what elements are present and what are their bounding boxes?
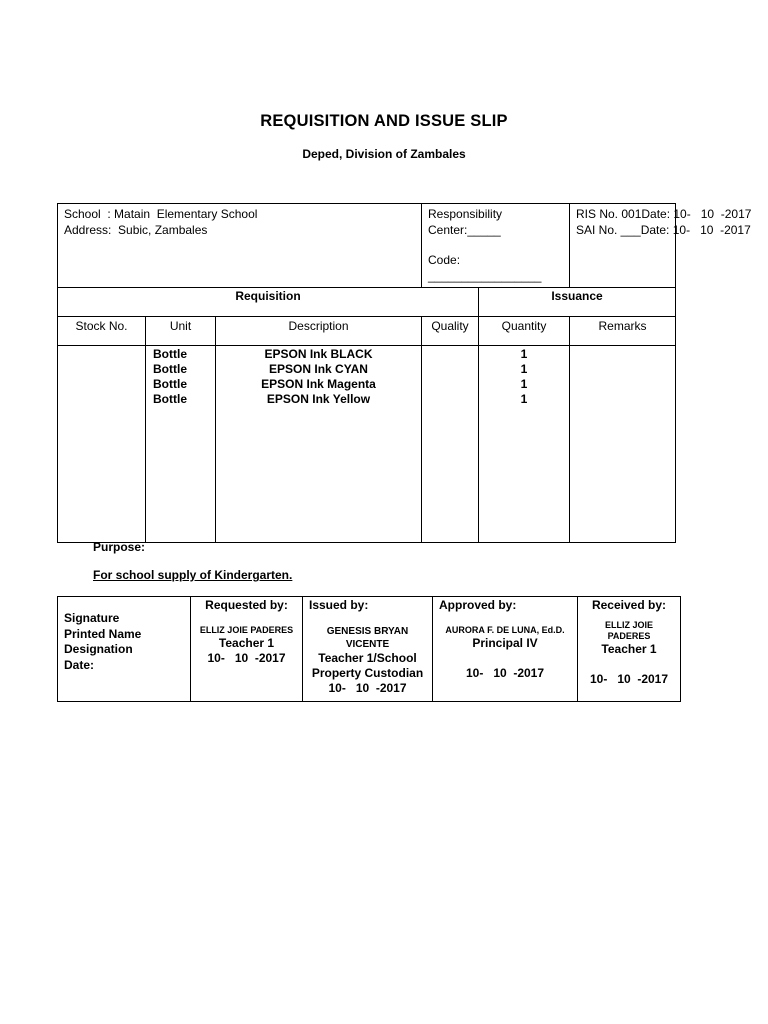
document-subtitle: Deped, Division of Zambales: [302, 147, 466, 161]
received-by-cell: [578, 597, 681, 702]
signature-table: [57, 596, 681, 702]
item-unit: Bottle: [153, 362, 187, 376]
signature-labels-cell: [58, 597, 191, 702]
label-date: Date:: [64, 657, 95, 672]
received-by-name-line2: PADERES: [607, 631, 651, 641]
section-row: [58, 288, 676, 317]
document-title: REQUISITION AND ISSUE SLIP: [260, 112, 508, 130]
ris-sai-cell: [570, 204, 752, 288]
received-by-date: 10- 10 -2017: [589, 672, 669, 686]
issued-by-name-line2: VICENTE: [345, 639, 390, 650]
issued-by-name-line1: GENESIS BRYAN: [326, 626, 409, 637]
description-column: [216, 346, 422, 543]
label-designation: Designation: [64, 642, 133, 656]
remarks-column: [570, 346, 676, 543]
requested-by-heading: Requested by:: [205, 598, 288, 612]
item-description: EPSON Ink BLACK: [264, 347, 373, 361]
col-quality: Quality: [422, 317, 479, 346]
school-line: School : Matain Elementary School: [64, 207, 258, 221]
purpose-label: Purpose:: [93, 540, 146, 554]
item-description: EPSON Ink CYAN: [269, 362, 368, 376]
approved-by-name: AURORA F. DE LUNA, Ed.D.: [445, 625, 565, 635]
received-by-designation: Teacher 1: [601, 642, 657, 656]
ris-line: RIS No. 001Date: 10- 10 -2017: [576, 207, 752, 221]
items-body-row: [58, 346, 676, 543]
label-signature: Signature: [64, 611, 120, 625]
issued-by-cell: [303, 597, 433, 702]
col-quantity: Quantity: [479, 317, 570, 346]
sai-line: SAI No. ___Date: 10- 10 -2017: [576, 222, 751, 237]
item-quantity: 1: [520, 392, 528, 406]
col-description: Description: [216, 317, 422, 346]
item-quantity: 1: [520, 377, 528, 391]
item-quantity: 1: [520, 347, 528, 361]
received-by-name-line1: ELLIZ JOIE: [604, 620, 653, 630]
item-description: EPSON Ink Yellow: [266, 392, 371, 406]
requested-by-date: 10- 10 -2017: [207, 651, 286, 665]
issued-by-heading: Issued by:: [309, 598, 369, 612]
section-issuance: Issuance: [479, 288, 676, 317]
col-unit: Unit: [146, 317, 216, 346]
approved-by-designation: Principal IV: [472, 636, 538, 650]
header-row: [58, 204, 676, 288]
stock-no-column: [58, 346, 146, 543]
responsibility-center: Responsibility Center:_____: [428, 207, 503, 237]
item-quantity: 1: [520, 362, 528, 376]
approved-by-cell: [433, 597, 578, 702]
responsibility-center-cell: [422, 204, 570, 288]
item-description: EPSON Ink Magenta: [261, 377, 376, 391]
section-requisition: Requisition: [58, 288, 479, 317]
col-stock-no: Stock No.: [58, 317, 146, 346]
school-info-cell: [58, 204, 422, 288]
quantity-column: [479, 346, 570, 543]
received-by-heading: Received by:: [591, 598, 667, 612]
unit-column: [146, 346, 216, 543]
item-unit: Bottle: [153, 347, 187, 361]
requested-by-name: ELLIZ JOIE PADERES: [199, 625, 294, 635]
issued-by-date: 10- 10 -2017: [328, 681, 407, 695]
col-remarks: Remarks: [570, 317, 676, 346]
item-unit: Bottle: [153, 392, 187, 406]
quality-column: [422, 346, 479, 543]
approved-by-heading: Approved by:: [439, 598, 517, 612]
requested-by-cell: [191, 597, 303, 702]
approved-by-date: 10- 10 -2017: [465, 666, 545, 680]
item-unit: Bottle: [153, 377, 187, 391]
purpose-text: For school supply of Kindergarten.: [93, 568, 293, 582]
address-line: Address: Subic, Zambales: [64, 222, 208, 237]
requested-by-designation: Teacher 1: [218, 636, 275, 650]
issued-by-designation-line1: Teacher 1/School: [318, 651, 417, 665]
code-field: Code: _________________: [428, 253, 542, 283]
issued-by-designation-line2: Property Custodian: [311, 666, 424, 680]
requisition-table: [57, 203, 752, 543]
column-header-row: [58, 317, 676, 346]
label-printed-name: Printed Name: [64, 626, 142, 641]
